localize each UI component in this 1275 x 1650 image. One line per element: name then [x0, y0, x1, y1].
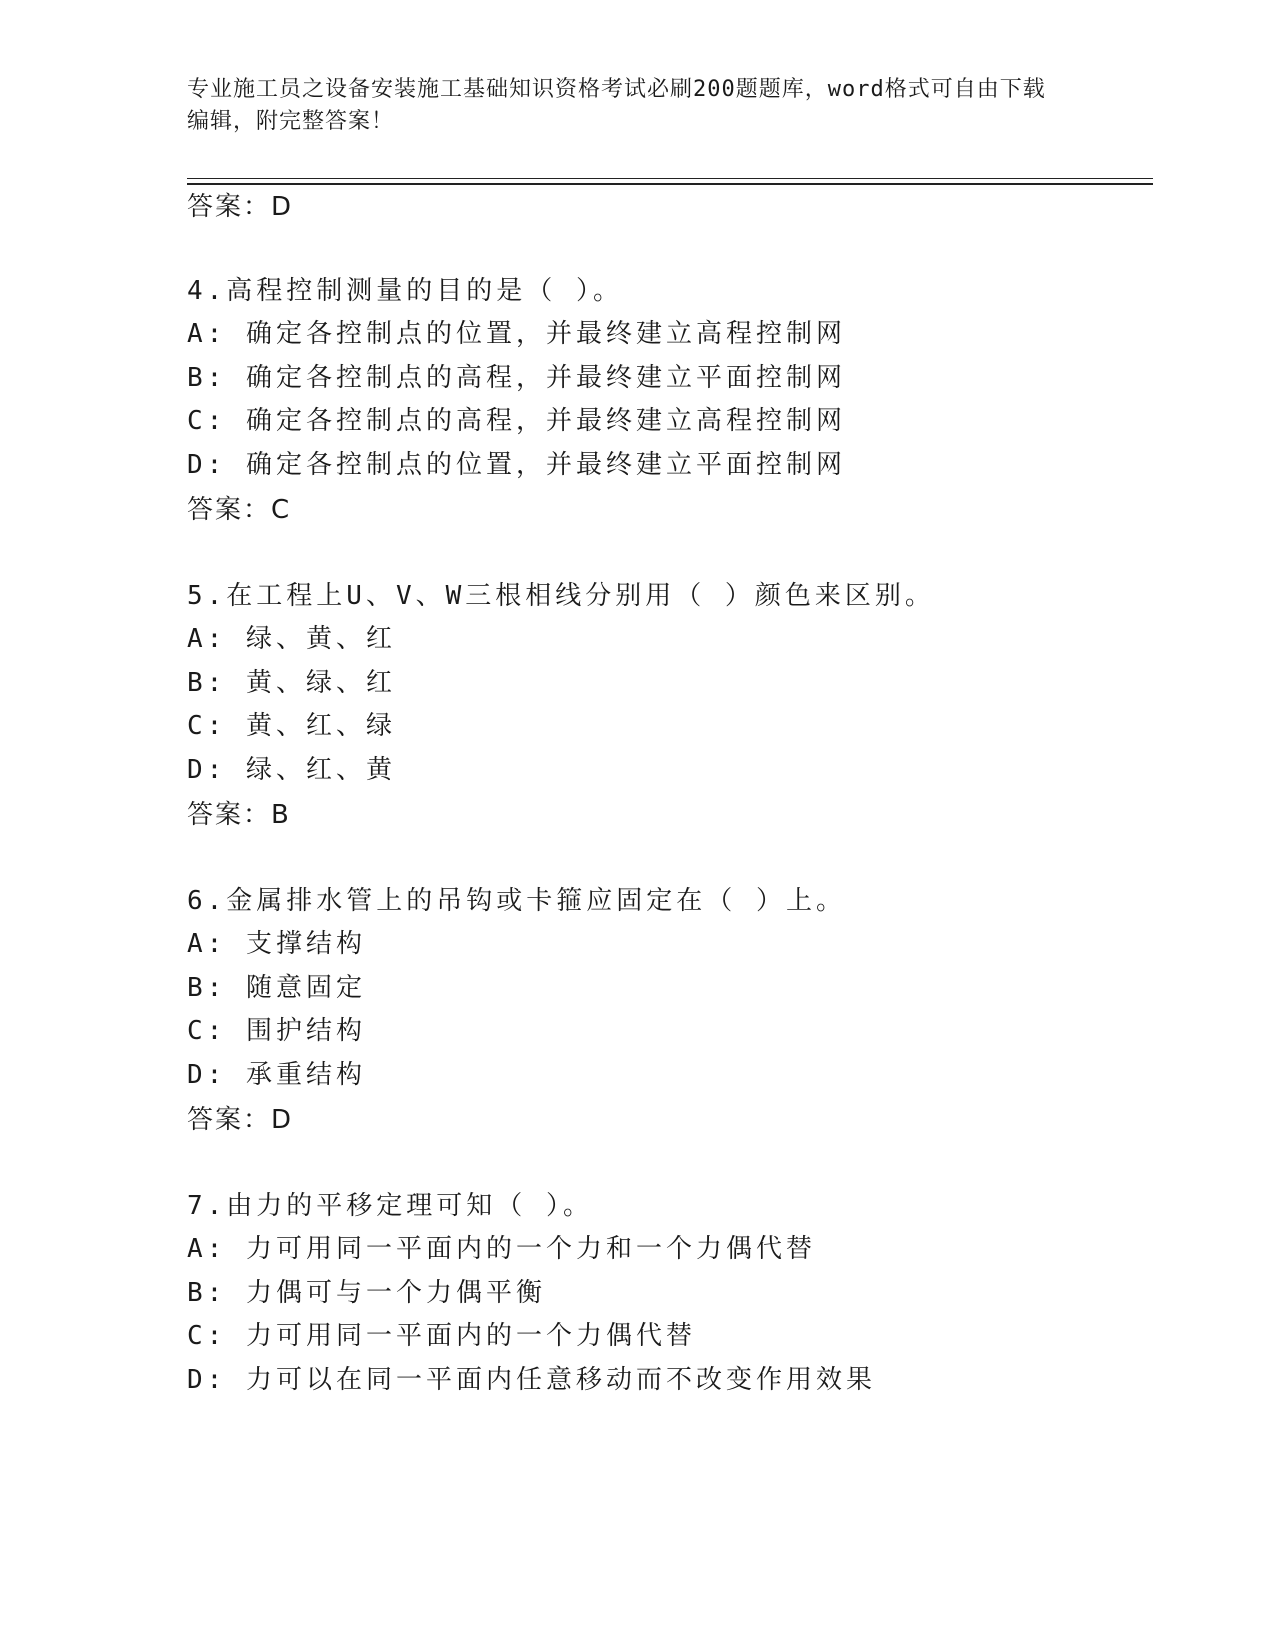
document-header: [187, 74, 1067, 138]
question-4-option-b: B: 确定各控制点的高程，并最终建立平面控制网: [187, 363, 846, 393]
question-6-option-b: B: 随意固定: [187, 973, 366, 1003]
question-5-option-b: B: 黄、绿、红: [187, 668, 396, 698]
question-7-option-a: A: 力可用同一平面内的一个力和一个力偶代替: [187, 1234, 816, 1264]
answer-previous: 答案：D: [187, 192, 294, 222]
question-5-option-a: A: 绿、黄、红: [187, 624, 396, 654]
question-4-option-d: D: 确定各控制点的位置，并最终建立平面控制网: [187, 450, 846, 480]
question-4-answer: 答案：C: [187, 495, 292, 525]
question-7-option-d: D: 力可以在同一平面内任意移动而不改变作用效果: [187, 1365, 876, 1395]
question-5-answer: 答案：B: [187, 800, 291, 830]
question-6-answer: 答案：D: [187, 1105, 294, 1135]
question-4-option-a: A: 确定各控制点的位置，并最终建立高程控制网: [187, 319, 846, 349]
question-5-stem: 5.在工程上U、V、W三根相线分别用（ ）颜色来区别。: [187, 581, 935, 611]
header-rule-thick: [187, 183, 1153, 185]
question-6-option-c: C: 围护结构: [187, 1016, 366, 1046]
header-rule-thin: [187, 178, 1153, 179]
question-4-option-c: C: 确定各控制点的高程，并最终建立高程控制网: [187, 406, 846, 436]
question-7-option-b: B: 力偶可与一个力偶平衡: [187, 1278, 546, 1308]
question-6-option-d: D: 承重结构: [187, 1060, 366, 1090]
question-6-stem: 6.金属排水管上的吊钩或卡箍应固定在（ ）上。: [187, 886, 846, 916]
question-5-option-d: D: 绿、红、黄: [187, 755, 396, 785]
question-7-option-c: C: 力可用同一平面内的一个力偶代替: [187, 1321, 696, 1351]
question-7-stem: 7.由力的平移定理可知（ ）。: [187, 1191, 593, 1221]
question-4-stem: 4.高程控制测量的目的是（ ）。: [187, 276, 623, 306]
header-title: 专业施工员之设备安装施工基础知识资格考试必刷200题题库，word格式可自由下载编辑，附完整答案！: [187, 77, 1046, 134]
question-5-option-c: C: 黄、红、绿: [187, 711, 396, 741]
question-6-option-a: A: 支撑结构: [187, 929, 366, 959]
